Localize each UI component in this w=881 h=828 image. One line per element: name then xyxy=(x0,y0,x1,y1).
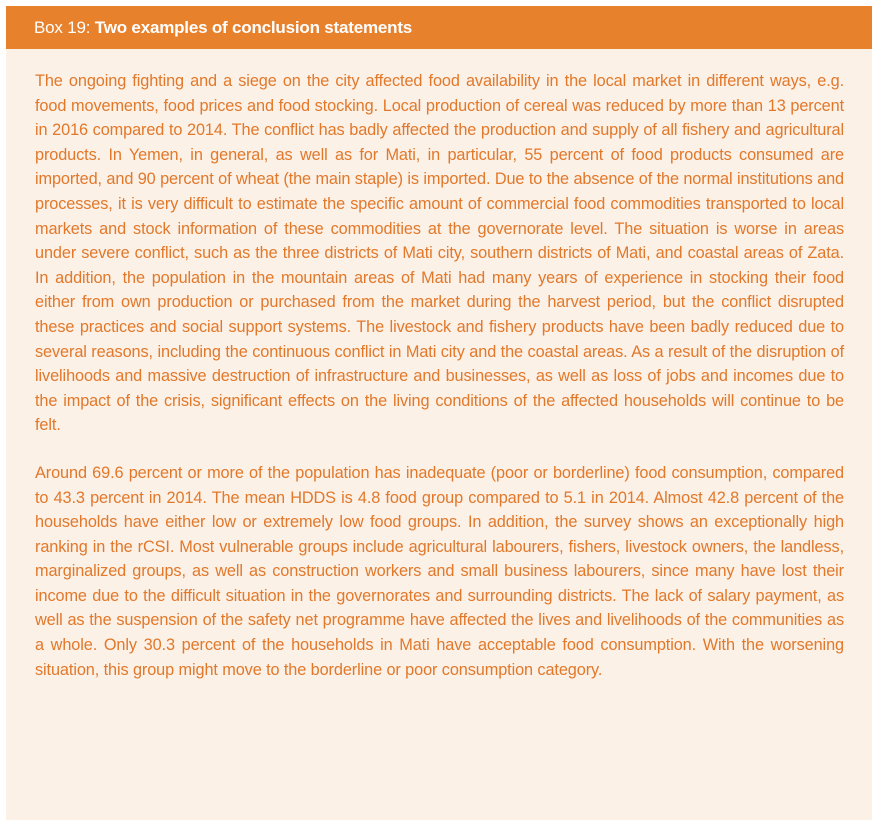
box-heading: Two examples of conclusion statements xyxy=(94,17,413,37)
box-body xyxy=(6,49,872,682)
box-header xyxy=(6,6,872,49)
conclusion-box xyxy=(6,6,872,820)
conclusion-paragraph-1: The ongoing fighting and a siege on the city affected food availability in the local market in different ways, e.g. food movements, food prices and food stocking. Local production of cereal was reduced by more than 13 percent in 2016 compared to 2014. The conflict has badly affected the production and supply of all fishery and agricultural products. In Yemen, in general, as well as for Mati, in particular, 55 percent of food products consumed are imported, and 90 percent of wheat (the main staple) is imported. Due to the absence of the normal institutions and processes, it is very difficult to estimate the specific amount of commercial food commodities transported to local markets and stock information of these commodities at the governorate level. The situation is worse in areas under severe conflict, such as the three districts of Mati city, southern districts of Mati, and coastal areas of Zata. In addition, the population in the mountain areas of Mati had many years of experience in stocking their food either from own production or purchased from the market during the harvest period, but the conflict disrupted these practices and social support systems. The livestock and fishery products have been badly reduced due to several reasons, including the continuous conflict in Mati city and the coastal areas. As a result of the disruption of livelihoods and massive destruction of infrastructure and businesses, as well as loss of jobs and incomes due to the impact of the crisis, significant effects on the living conditions of the affected households will continue to be felt. xyxy=(35,72,844,435)
box-title xyxy=(34,18,412,38)
box-number-label: Box 19: xyxy=(34,17,91,37)
conclusion-paragraph-2: Around 69.6 percent or more of the population has inadequate (poor or borderline) food consumption, compared to 43.3 percent in 2014. The mean HDDS is 4.8 food group compared to 5.1 in 2014. Almost 42.8 percent of the households have either low or extremely low food groups. In addition, the survey shows an exceptionally high ranking in the rCSI. Most vulnerable groups include agricultural labourers, fishers, livestock owners, the landless, marginalized groups, as well as construction workers and small business labourers, since many have lost their income due to the difficult situation in the governorates and surrounding districts. The lack of salary payment, as well as the suspension of the safety net programme have affected the lives and livelihoods of the communities as a whole. Only 30.3 percent of the households in Mati have acceptable food consumption. With the worsening situation, this group might move to the borderline or poor consumption category. xyxy=(35,463,844,679)
